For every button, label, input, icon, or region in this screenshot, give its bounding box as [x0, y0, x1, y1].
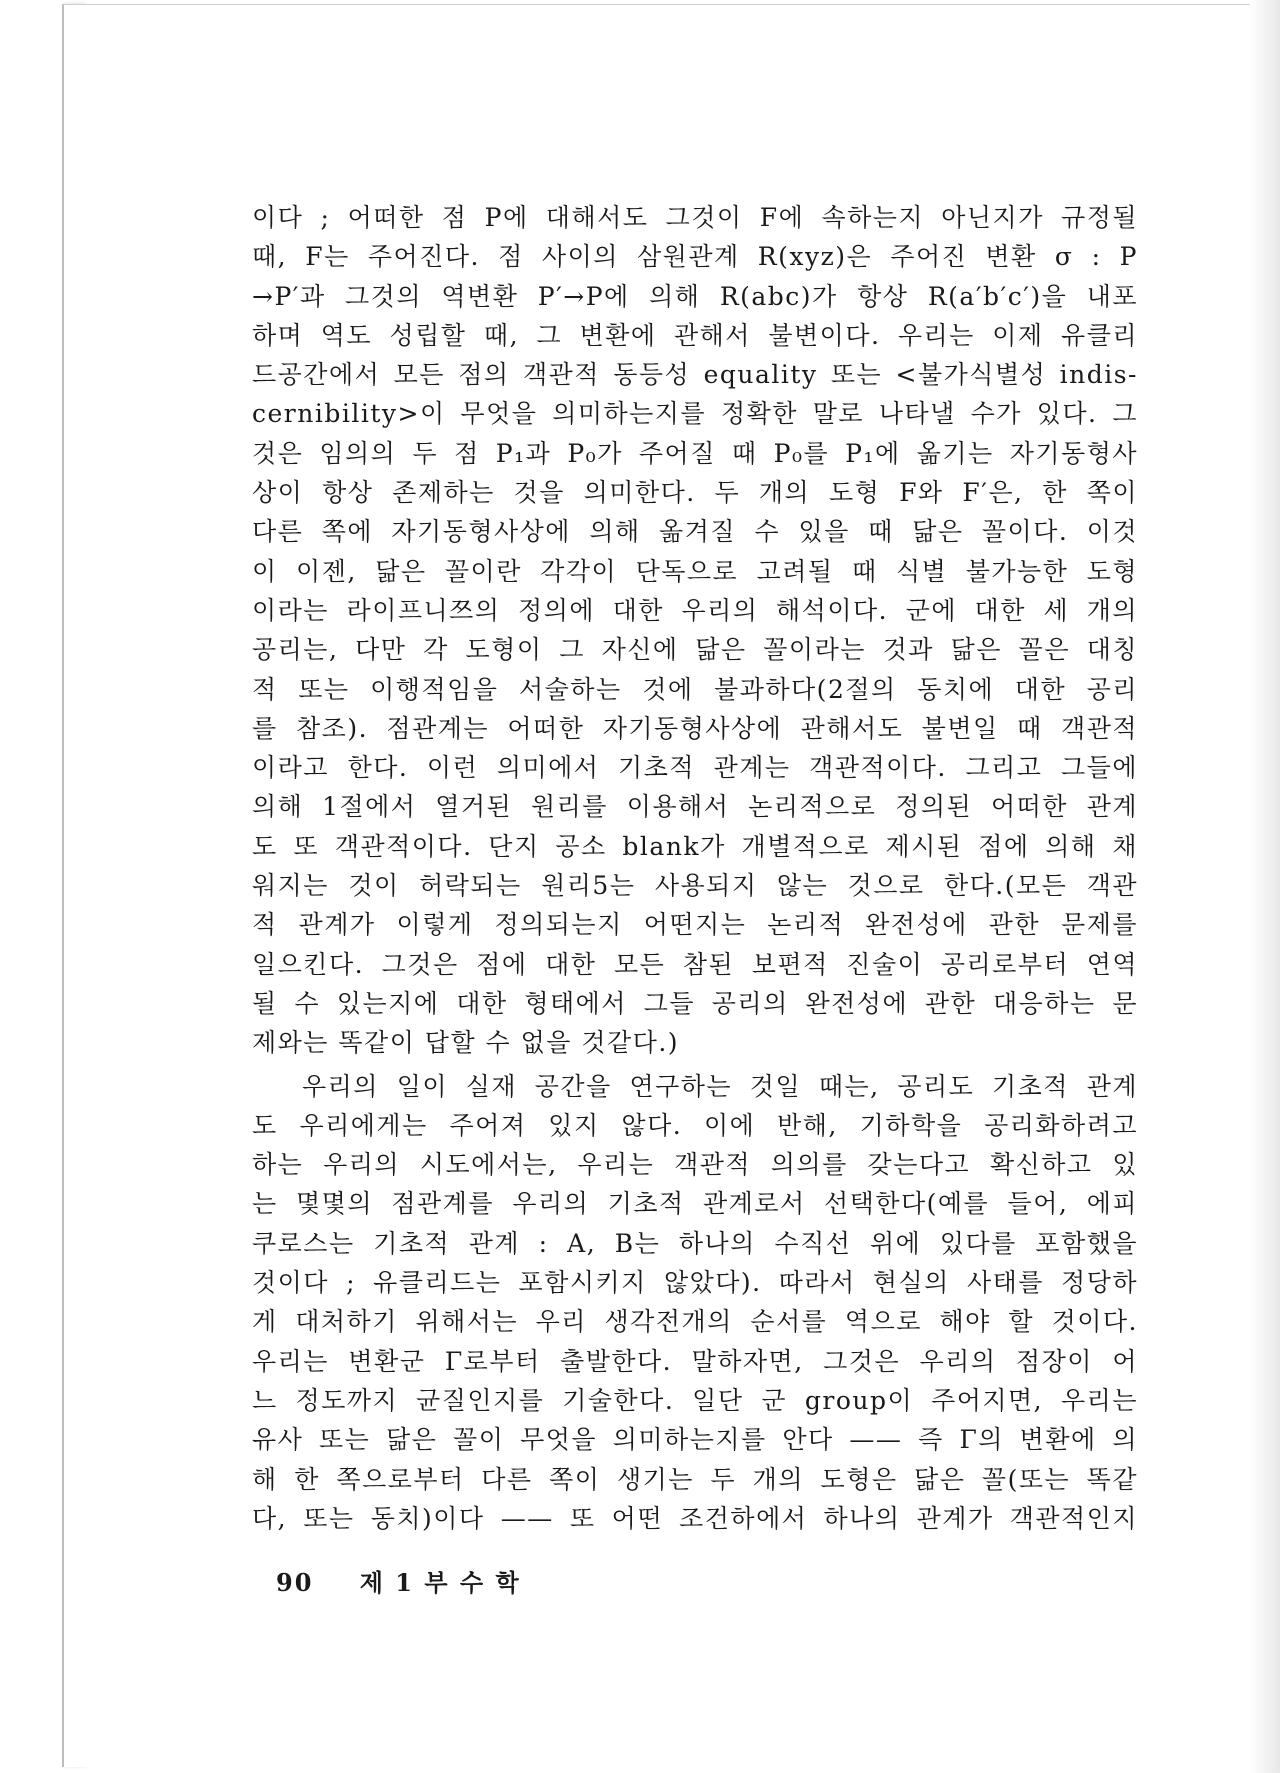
text-line: 제와는 똑같이 답할 수 없을 것같다.): [252, 1028, 680, 1058]
text-line: 드공간에서 모든 점의 객관적 동등성 equality 또는 <불가식별성 indis-: [252, 360, 1138, 390]
text-line: 적 또는 이행적임을 서술하는 것에 불과하다(2절의 동치에 대한 공리: [252, 674, 1138, 704]
text-line: 우리는 변환군 Γ로부터 출발한다. 말하자면, 그것은 우리의 점장이 어: [252, 1346, 1138, 1376]
text-line: 게 대처하기 위해서는 우리 생각전개의 순서를 역으로 해야 할 것이다.: [252, 1307, 1138, 1337]
page-right-shadow: [1250, 0, 1280, 1773]
text-line: 될 수 있는지에 대한 형태에서 그들 공리의 완전성에 관한 대응하는 문: [252, 988, 1138, 1018]
text-line: 유사 또는 닮은 꼴이 무엇을 의미하는지를 안다 —— 즉 Γ의 변환에 의: [252, 1425, 1138, 1455]
text-line: 때, F는 주어진다. 점 사이의 삼원관계 R(xyz)은 주어진 변환 σ : P: [252, 242, 1138, 272]
text-line: 공리는, 다만 각 도형이 그 자신에 닮은 꼴이라는 것과 닮은 꼴은 대칭: [252, 635, 1138, 665]
text-line: 하는 우리의 시도에서는, 우리는 객관적 의의를 갖는다고 확신하고 있: [252, 1150, 1138, 1180]
section-title: 제 1 부 수 학: [359, 1568, 521, 1597]
text-line: 것이다 ; 유클리드는 포함시키지 않았다). 따라서 현실의 사태를 정당하: [252, 1268, 1138, 1298]
text-line: 이라는 라이프니쯔의 정의에 대한 우리의 해석이다. 군에 대한 세 개의: [252, 595, 1138, 625]
page-number: 90: [276, 1568, 314, 1597]
paragraph-1: [252, 198, 1138, 1063]
text-line: 이다 ; 어떠한 점 P에 대해서도 그것이 F에 속하는지 아닌지가 규정될: [252, 203, 1138, 232]
text-line: 도 또 객관적이다. 단지 공소 blank가 개별적으로 제시된 점에 의해 채: [252, 831, 1138, 861]
page-footer: [276, 1563, 521, 1598]
text-line: 것은 임의의 두 점 P₁과 P₀가 주어질 때 P₀를 P₁에 옮기는 자기동형사: [252, 438, 1138, 468]
text-line: 워지는 것이 허락되는 원리5는 사용되지 않는 것으로 한다.(모든 객관: [252, 871, 1138, 901]
text-line: 상이 항상 존제하는 것을 의미한다. 두 개의 도형 F와 F′은, 한 쪽이: [252, 478, 1138, 508]
text-line: 우리의 일이 실재 공간을 연구하는 것일 때는, 공리도 기초적 관계: [302, 1071, 1138, 1101]
text-line: 의해 1절에서 열거된 원리를 이용해서 논리적으로 정의된 어떠한 관계: [252, 792, 1138, 822]
text-line: 하며 역도 성립할 때, 그 변환에 관해서 불변이다. 우리는 이제 유클리: [252, 320, 1138, 350]
paragraph-2: [252, 1067, 1138, 1539]
body-text: [252, 198, 1138, 1538]
text-line: 쿠로스는 기초적 관계 : A, B는 하나의 수직선 위에 있다를 포함했을: [252, 1228, 1138, 1258]
text-line: 적 관계가 이렇게 정의되는지 어떤지는 논리적 완전성에 관한 문제를: [252, 910, 1138, 940]
text-line: 이라고 한다. 이런 의미에서 기초적 관계는 객관적이다. 그리고 그들에: [252, 753, 1138, 783]
text-line: 다른 쪽에 자기동형사상에 의해 옮겨질 수 있을 때 닮은 꼴이다. 이것: [252, 517, 1138, 547]
text-line: 이 이젠, 닮은 꼴이란 각각이 단독으로 고려될 때 식별 불가능한 도형: [252, 556, 1138, 586]
text-line: →P′과 그것의 역변환 P′→P에 의해 R(abc)가 항상 R(a′b′c′)을 내포: [252, 281, 1138, 311]
text-line: 일으킨다. 그것은 점에 대한 모든 참된 보편적 진술이 공리로부터 연역: [252, 949, 1138, 979]
text-line: 는 몇몇의 점관계를 우리의 기초적 관계로서 선택한다(예를 들어, 에피: [252, 1189, 1138, 1219]
text-line: 해 한 쪽으로부터 다른 쪽이 생기는 두 개의 도형은 닮은 꼴(또는 똑같: [252, 1464, 1138, 1494]
text-line: 를 참조). 점관계는 어떠한 자기동형사상에 관해서도 불변일 때 객관적: [252, 713, 1138, 743]
text-line: 다, 또는 동치)이다 —— 또 어떤 조건하에서 하나의 관계가 객관적인지: [252, 1503, 1138, 1533]
text-line: 도 우리에게는 주어져 있지 않다. 이에 반해, 기하학을 공리화하려고: [252, 1110, 1138, 1140]
text-line: 느 정도까지 균질인지를 기술한다. 일단 군 group이 주어지면, 우리는: [252, 1385, 1138, 1415]
text-line: cernibility>이 무엇을 의미하는지를 정확한 말로 나타낼 수가 있다. 그: [252, 399, 1138, 429]
